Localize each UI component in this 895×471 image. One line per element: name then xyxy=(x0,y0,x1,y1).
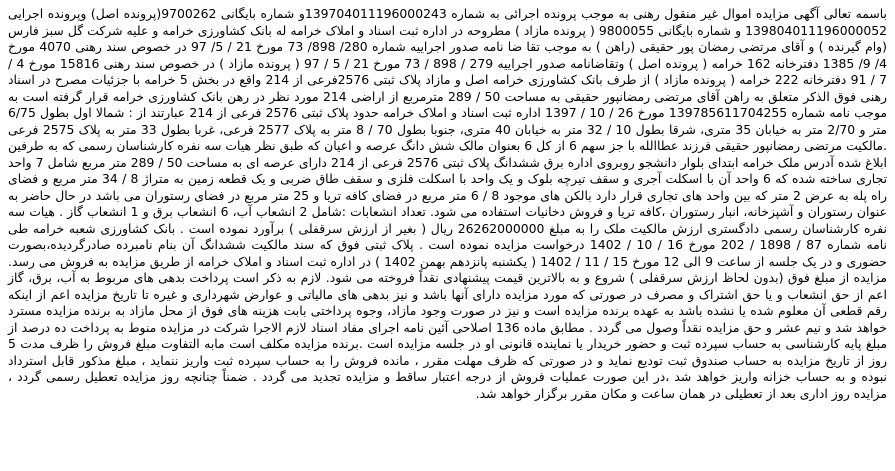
auction-notice-text: باسمه تعالی آگهی مزایده اموال غیر منقول رهنی به موجب پرونده اجرائی به شماره 139704011196000243و شماره بایگانی 9700262(پرونده اصل) وپرونده اجرایی 139804011196000052 و شماره بایگانی 9800055 ( پرونده مازاد ) مطروحه در اداره ثبت اسناد و املاک خرامه له بانک کشاورزی خرامه و علیه شرکت گل سبز فارس (وام گیرنده ) و آقای مرتضی رمضان پور حقیقی (راهن ) به موجب تقا ضا نامه صدور اجراییه شماره 280/ 898/ 73 مورخ 21 / 5/ 97 در خصوص سند رهنی 4070 مورخ 4/ 9/ 1385 دفترخانه 162 خرامه ( پرونده اصل ) وتقاضانامه صدور اجراییه 279 / 898 / 73 مورخ 21 / 5 / 97 ( پرونده مازاد ) در خصوص سند رهنی 15816 مورخ 4 / 7 / 91 دفترخانه 222 خرامه ( پرونده مازاد ) از طرف بانک کشاورزی خرامه اصل و مازاد پلاک ثبتی 2576فرعی از 214 واقع در بخش 5 خرامه با جزئیات مصرح در اسناد رهنی فوق الذکر متعلق به راهن آقای مرتضی رمضانپور حقیقی به مساحت 50 / 289 مترمربع از اراضی 214 مورد نظر در رهن بانک کشاورزی خرامه قرار گرفته است به موجب نامه شماره 139785611704255 مورخ 26 / 10 / 1397 اداره ثبت اسناد و املاک خرامه حدود پلاک ثبتی 2576 فرعی از 214 عبارتند از : شمالا اول بطول 6/75 متر و 2/70 متر به خیابان 35 متری، شرقا بطول 10 / 32 متر به خیابان 40 متری، جنوبا بطول 70 / 8 متر به پلاک 2577 فرعی، غربا بطول 33 متر به پلاک 2575 فرعی .مالکیت مرتضی رمضانپور حقیقی فرزند عطاالله با جز سهم 6 از کل 6 بعنوان مالک شش دانگ عرصه و اعیان که طبق نظر هیات سه نفره کارشناسان رسمی که به طرفین ابلاغ شده آدرس ملک خرامه ابتدای بلوار دانشجو روبروی اداره برق ششدانگ پلاک ثبتی 2576 فرعی از 214 دارای عرصه ای به مساحت 50 / 289 متر مربع شامل 7 واحد تجاری ساخته شده که 6 واحد آن با اسکلت آجری و سقف تیرچه بلوک و یک واحد با اسکلت فلزی و سقف طاق ضربی و یک قطعه زمین به متراژ 8 / 34 متر مربع و فضای راه پله به عرض 2 متر که بین واحد های تجاری قرار دارد بالکن های موجود 8 / 6 متر مربع در فضای کافه تریا و 25 متر مربع در فضای رستوران می باشد در حال حاضر به عنوان رستوران و آشپزخانه، انبار رستوران ،کافه تریا و فروش دخانیات استفاده می شود. تعداد انشعابات :شامل 2 انشعاب آب، 6 انشعاب برق و 1 انشعاب گاز . هیات سه نفره کارشناسان رسمی دادگستری ارزش مالکیت ملک را به مبلغ 26262000000 ریال ( بغیر از ارزش سرقفلی ) برآورد نموده است . بانک کشاورزی شعبه خرامه طی نامه شماره 87 / 1898 / 202 مورخ 16 / 10 / 1402 درخواست مزایده نموده است . پلاک ثبتی فوق که سند مالکیت ششدانگ آن بنام نامبرده صادرگردیده،بصورت حضوری و در یک جلسه از ساعت 9 الی 12 مورخ 15 / 11 / 1402 ( یکشنبه پانزدهم بهمن 1402 ) در اداره ثبت اسناد و املاک خرامه از طریق مزایده به فروش می رسد. مزایده از مبلغ فوق (بدون لحاظ ارزش سرقفلی ) شروع و به بالاترین قیمت پیشنهادی نقداً فروخته می شود. لازم به ذکر است پرداخت بدهی های مربوط به آب، برق، گاز اعم از حق انشعاب و یا حق اشتراک و مصرف در صورتی که مورد مزایده دارای آنها باشد و نیز بدهی های مالیاتی و عوارض شهرداری و غیره تا تاریخ مزایده اعم از اینکه رقم قطعی آن معلوم شده یا نشده باشد به عهده برنده مزایده است و نیز در صورت وجود مازاد، وجوه پرداختی بابت هزینه های فوق از محل مازاد به برنده مزایده مسترد خواهد شد و نیم عشر و حق مزایده نقداً وصول می گردد . مطابق ماده 136 اصلاحی آئین نامه اجرای مفاد اسناد لازم الاجرا شرکت در مزایده منوط به پرداخت ده درصد از مبلغ پایه کارشناسی به حساب سپرده ثبت و حضور خریدار یا نماینده قانونی او در جلسه مزایده است .برنده مزایده مکلف است مابه التفاوت مبلغ فروش را ظرف مدت 5 روز از تاریخ مزایده به حساب صندوق ثبت تودیع نماید و در صورتی که ظرف مهلت مقرر ، مانده فروش را به حساب سپرده ثبت واریز ننماید ، مبلغ مذکور قابل استرداد نبوده و به حساب خزانه واریز خواهد شد ،در این صورت عملیات فروش از درجه اعتبار ساقط و مزایده تجدید می گردد . ضمناً چنانچه روز مزایده تعطیل رسمی گردد ، مزایده روز اداری بعد از تعطیلی در همان ساعت و مکان مقرر برگزار خواهد شد. xyxy=(8,6,888,401)
